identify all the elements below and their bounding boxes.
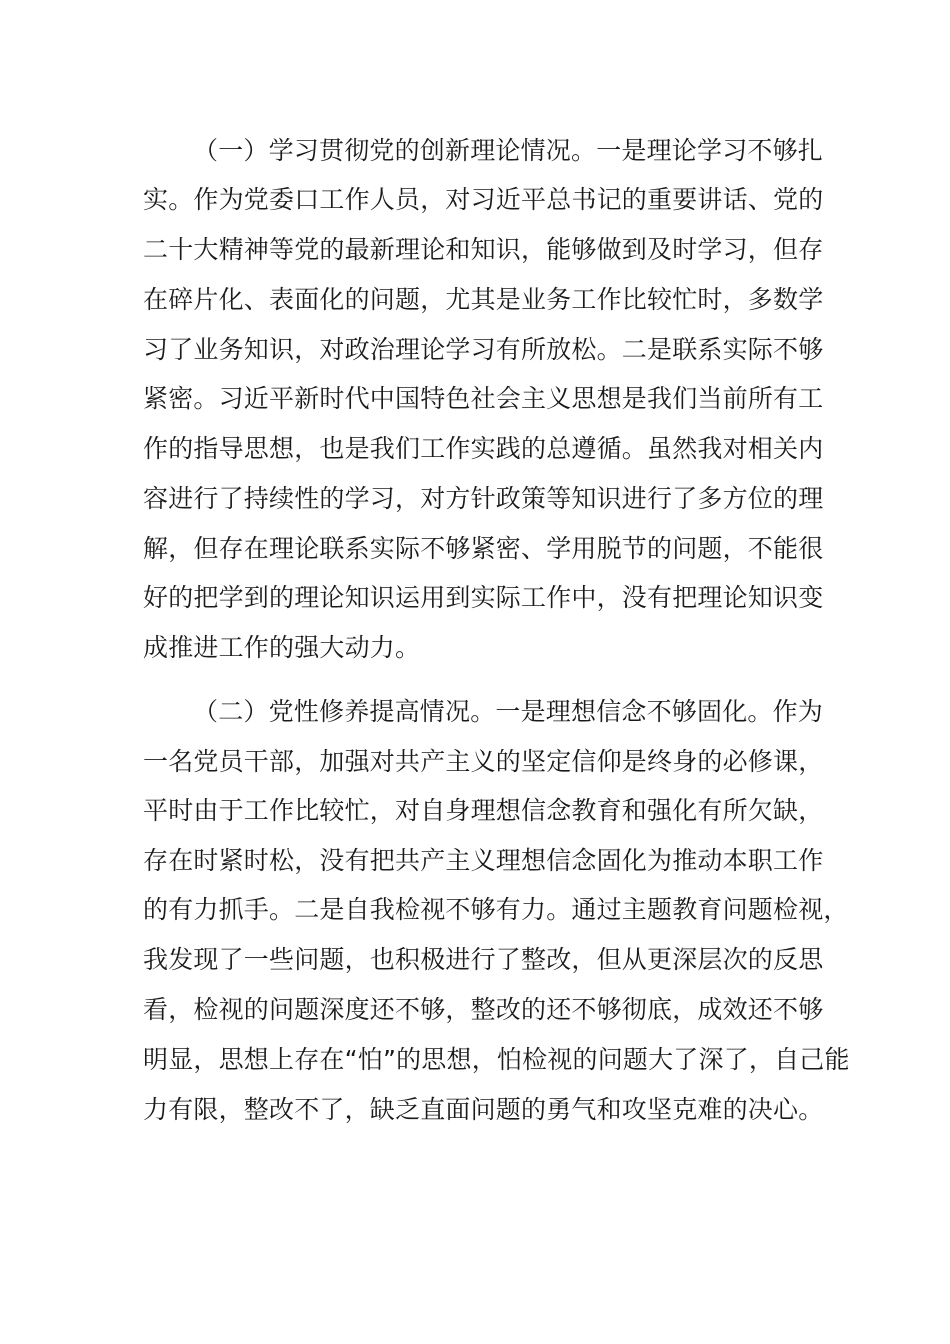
paragraph-line: （一）学习贯彻党的创新理论情况。一是理论学习不够扎 bbox=[193, 136, 824, 165]
paragraph-line: 的有力抓手。二是自我检视不够有力。通过主题教育问题检视， bbox=[143, 895, 849, 924]
paragraph-line: 一名党员干部，加强对共产主义的坚定信仰是终身的必修课， bbox=[143, 747, 824, 776]
paragraph-line: 解，但存在理论联系实际不够紧密、学用脱节的问题，不能很 bbox=[143, 534, 824, 563]
paragraph-line: 存在时紧时松，没有把共产主义理想信念固化为推动本职工作 bbox=[143, 846, 824, 875]
paragraph-line: 二十大精神等党的最新理论和知识，能够做到及时学习，但存 bbox=[143, 235, 824, 264]
paragraph-line: 明显，思想上存在“怕”的思想，怕检视的问题大了深了，自己能 bbox=[143, 1045, 850, 1074]
paragraph-line: 我发现了一些问题，也积极进行了整改，但从更深层次的反思 bbox=[143, 945, 824, 974]
paragraph-line: 在碎片化、表面化的问题，尤其是业务工作比较忙时，多数学 bbox=[143, 285, 824, 314]
paragraph-line: 看，检视的问题深度还不够，整改的还不够彻底，成效还不够 bbox=[143, 995, 824, 1024]
paragraph-line: 实。作为党委口工作人员，对习近平总书记的重要讲话、党的 bbox=[143, 185, 824, 214]
paragraph-line: 容进行了持续性的学习，对方针政策等知识进行了多方位的理 bbox=[143, 484, 824, 513]
paragraph-line: 习了业务知识，对政治理论学习有所放松。二是联系实际不够 bbox=[143, 335, 824, 364]
paragraph-line: 紧密。习近平新时代中国特色社会主义思想是我们当前所有工 bbox=[143, 384, 824, 413]
paragraph-line: 力有限，整改不了，缺乏直面问题的勇气和攻坚克难的决心。 bbox=[143, 1095, 824, 1124]
paragraph-line: 作的指导思想，也是我们工作实践的总遵循。虽然我对相关内 bbox=[143, 434, 824, 463]
paragraph-line: 好的把学到的理论知识运用到实际工作中，没有把理论知识变 bbox=[143, 583, 824, 612]
paragraph-line: 成推进工作的强大动力。 bbox=[143, 633, 421, 662]
paragraph-line: 平时由于工作比较忙，对自身理想信念教育和强化有所欠缺， bbox=[143, 796, 824, 825]
paragraph-line: （二）党性修养提高情况。一是理想信念不够固化。作为 bbox=[193, 697, 824, 726]
